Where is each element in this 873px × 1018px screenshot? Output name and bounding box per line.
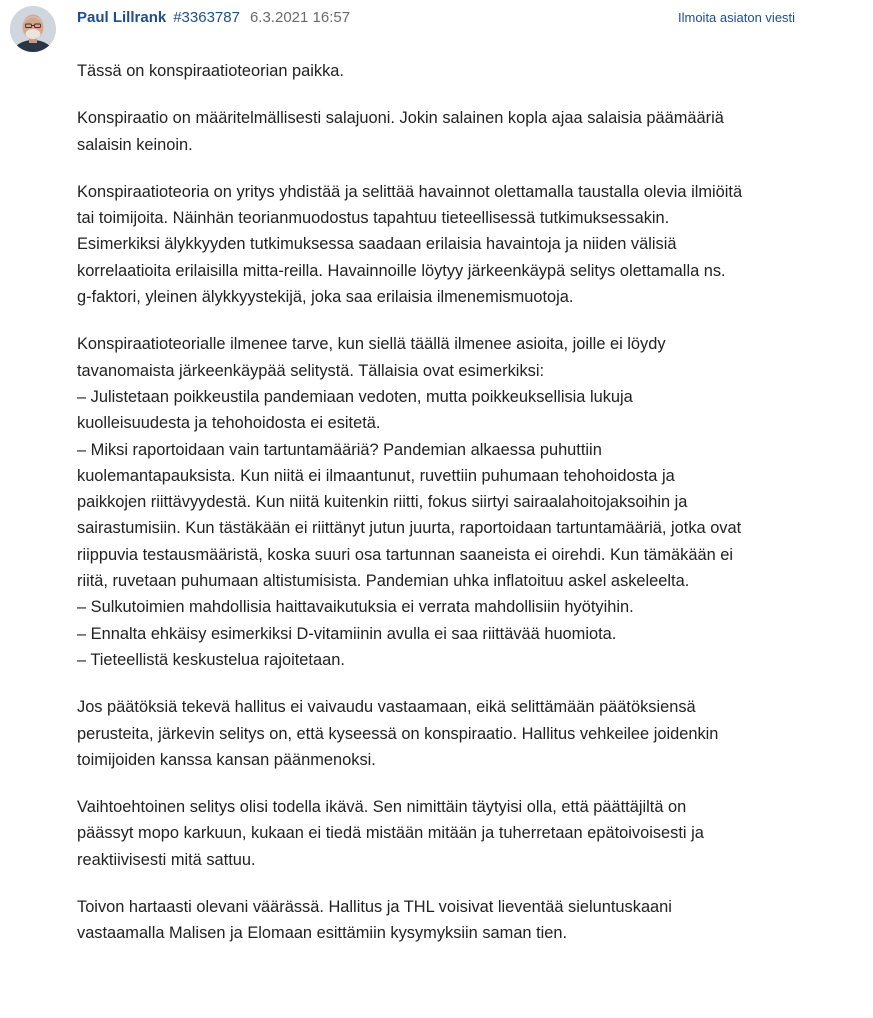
user-photo-icon xyxy=(10,6,56,52)
post-body xyxy=(77,58,852,968)
post-paragraph: Jos päätöksiä tekevä hallitus ei vaivaudu vastaamaan, eikä selittämään päätöksiensä perusteita, järkevin selitys on, että kyseessä on konspiraatio. Hallitus vehkeilee joidenkin toimijoiden kanssa kansan päänmenoksi. xyxy=(77,698,719,769)
post-paragraph: Konspiraatioteoria on yritys yhdistää ja selittää havainnot olettamalla taustalla olevia ilmiöitä tai toimijoita. Näinhän teorianmuodostus tapahtuu tieteellisessä tutkimuksessakin. Esimerkiksi älykkyyden tutkimuksessa saadaan erilaisia havaintoja ja niiden välisiä korrelaatioita erilaisilla mitta-reilla. Havainnoille löytyy järkeenkäypä selitys olettamalla ns. g-faktori, yleinen älykkyystekijä, joka saa erilaisia ilmenemismuotoja. xyxy=(77,182,743,307)
message-id-link[interactable]: #3363787 xyxy=(173,9,240,26)
author-name-link[interactable]: Paul Lillrank xyxy=(77,9,167,26)
post-paragraph: Konspiraatioteorialle ilmenee tarve, kun siellä täällä ilmenee asioita, joille ei löydy tavanomaista järkeenkäypää selitystä. Tällaisia ovat esimerkiksi: – Julistetaan poikkeustila pandemiaan vedoten, mutta poikkeuksellisia lukuja kuolleisuudesta ja tehohoidosta ei esitetä. – Miksi raportoidaan vain tartuntamääriä? Pandemian alkaessa puhuttiin kuolemantapauksista. Kun niitä ei ilmaantunut, ruvettiin puhumaan tehohoidosta ja paikkojen riittävyydestä. Kun niitä kuitenkin riitti, fokus siirtyi sairaalahoitojaksoihin ja sairastumisiin. Kun tästäkään ei riittänyt jutun juurta, raportoidaan tartuntamääriä, jotka ovat riippuvia testausmääristä, koska suuri osa tartunnan saaneista ei oirehdi. Kun tämäkään ei riitä, ruvetaan puhumaan altistumisista. Pandemian uhka inflatoituu askel askeleelta. – Sulkutoimien mahdollisia haittavaikutuksia ei verrata mahdollisiin hyötyihin. – Ennalta ehkäisy esimerkiksi D-vitamiinin avulla ei saa riittävää huomiota. – Tieteellistä keskustelua rajoitetaan. xyxy=(77,335,742,669)
post-paragraph: Toivon hartaasti olevani väärässä. Hallitus ja THL voisivat lieventää sieluntuskaani vastaamalla Malisen ja Elomaan esittämiin kysymyksiin saman tien. xyxy=(77,898,672,943)
post-meta xyxy=(77,9,350,29)
post-paragraph: Tässä on konspiraatioteorian paikka. xyxy=(77,62,344,80)
post-paragraph: Vaihtoehtoinen selitys olisi todella ikävä. Sen nimittäin täytyisi olla, että päättäjiltä on päässyt mopo karkuun, kukaan ei tiedä mistään mitään ja tuherretaan epätoivoisesti ja reaktiivisesti mitä sattuu. xyxy=(77,798,704,869)
report-post-link[interactable]: Ilmoita asiaton viesti xyxy=(678,10,796,25)
post-paragraph: Konspiraatio on määritelmällisesti salajuoni. Jokin salainen kopla ajaa salaisia päämääriä salaisin keinoin. xyxy=(77,109,724,154)
post-timestamp: 6.3.2021 16:57 xyxy=(249,9,351,26)
avatar[interactable] xyxy=(10,6,56,52)
